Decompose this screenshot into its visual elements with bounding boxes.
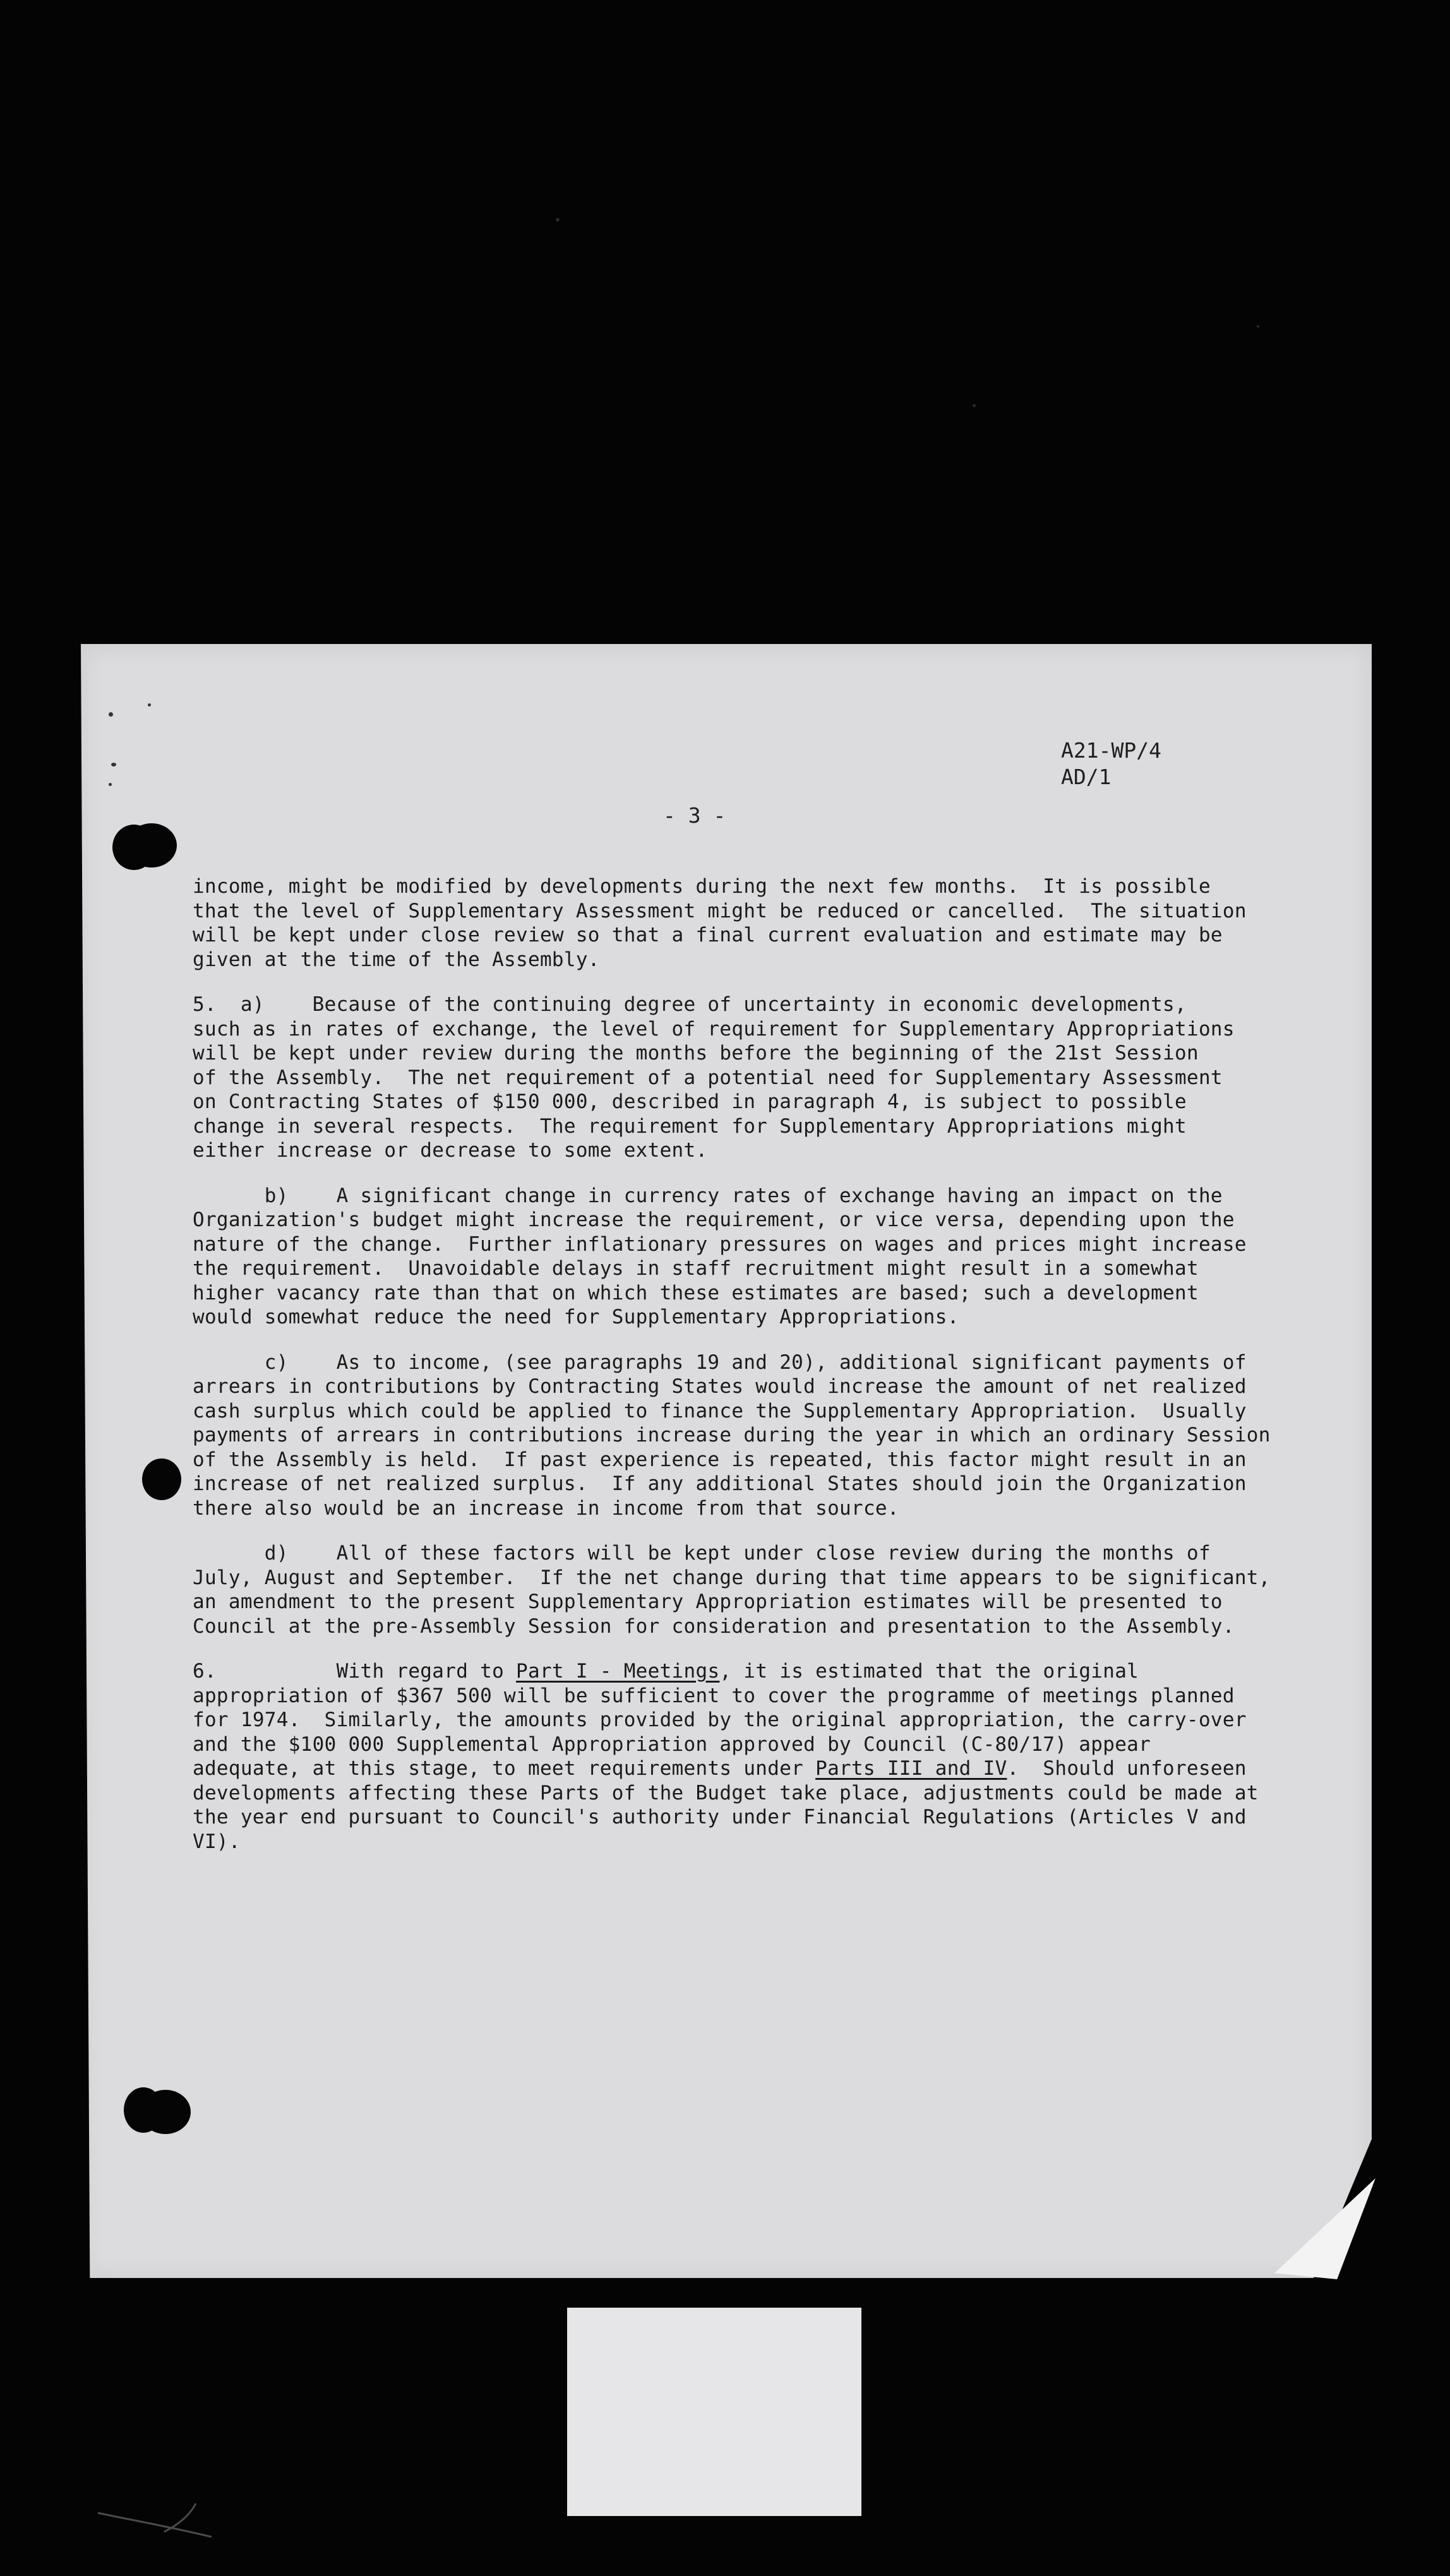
- text-line: b) A significant change in currency rates of exchange having an impact on the: [193, 1184, 1223, 1207]
- text-run: . Should unforeseen: [1007, 1757, 1247, 1780]
- page-speck: [148, 703, 151, 707]
- text-line: the year end pursuant to Council's authority under Financial Regulations (Articles V and: [193, 1806, 1247, 1828]
- film-speck: [973, 404, 976, 407]
- text-line: appropriation of $367 500 will be sufficient to cover the programme of meetings planned: [193, 1684, 1235, 1707]
- document-reference: [1061, 737, 1161, 790]
- text-line: d) All of these factors will be kept under close review during the months of: [193, 1542, 1211, 1565]
- text-line: that the level of Supplementary Assessment might be reduced or cancelled. The situation: [193, 899, 1247, 922]
- text-line: arrears in contributions by Contracting States would increase the amount of net realized: [193, 1375, 1247, 1398]
- text-line: 5. a) Because of the continuing degree of uncertainty in economic developments,: [193, 993, 1187, 1016]
- text-line: on Contracting States of $150 000, described in paragraph 4, is subject to possible: [193, 1090, 1187, 1113]
- text-line: such as in rates of exchange, the level of requirement for Supplementary Appropriations: [193, 1017, 1235, 1041]
- text-line: [193, 1756, 1310, 1781]
- text-line: [193, 1659, 1310, 1684]
- text-line: increase of net realized surplus. If any additional States should join the Organization: [193, 1472, 1247, 1495]
- paragraph-5c: [193, 1351, 1310, 1521]
- text-line: will be kept under review during the months before the beginning of the 21st Session: [193, 1042, 1199, 1064]
- text-line: income, might be modified by developments during the next few months. It is possible: [193, 875, 1211, 898]
- text-line: for 1974. Similarly, the amounts provided by the original appropriation, the carry-over: [193, 1708, 1247, 1731]
- page-speck: [109, 712, 113, 717]
- text-line: cash surplus which could be applied to finance the Supplementary Appropriation. Usually: [193, 1399, 1247, 1422]
- page-speck: [109, 783, 112, 786]
- text-run: , it is estimated that the original: [719, 1660, 1139, 1683]
- binder-punch-hole-bottom-shadow: [140, 2090, 191, 2134]
- text-line: July, August and September. If the net change during that time appears to be significant,: [193, 1566, 1271, 1589]
- page-number: - 3 -: [663, 803, 726, 828]
- reference-line: A21-WP/4: [1061, 738, 1161, 763]
- text-line: change in several respects. The requirement for Supplementary Appropriations might: [193, 1114, 1187, 1138]
- text-run: adequate, at this stage, to meet requirements under: [193, 1757, 816, 1780]
- text-line: given at the time of the Assembly.: [193, 948, 600, 971]
- text-line: payments of arrears in contributions increase during the year in which an ordinary Session: [193, 1424, 1271, 1446]
- paragraph-5a: [193, 993, 1310, 1163]
- film-speck: [1257, 325, 1259, 328]
- document-body: [193, 874, 1310, 1875]
- text-line: higher vacancy rate than that on which these estimates are based; such a development: [193, 1281, 1199, 1304]
- text-run: 6. With regard to: [193, 1660, 517, 1683]
- reference-line: AD/1: [1061, 765, 1111, 789]
- text-line: an amendment to the present Supplementary Appropriation estimates will be presented to: [193, 1590, 1223, 1613]
- microfilm-blank-card: [567, 2308, 861, 2516]
- text-line: of the Assembly. The net requirement of a potential need for Supplementary Assessment: [193, 1066, 1223, 1089]
- film-scratch-mark: [95, 2494, 221, 2544]
- paragraph-6: [193, 1659, 1310, 1854]
- text-line: and the $100 000 Supplemental Appropriation approved by Council (C-80/17) appear: [193, 1732, 1151, 1756]
- paragraph-5b: [193, 1184, 1310, 1330]
- film-speck: [556, 218, 560, 222]
- text-line: will be kept under close review so that a final current evaluation and estimate may be: [193, 924, 1223, 946]
- underlined-heading-part-i-meetings: Part I - Meetings: [516, 1660, 720, 1683]
- text-line: Organization's budget might increase the requirement, or vice versa, depending upon the: [193, 1208, 1235, 1231]
- binder-punch-hole-top-shadow: [126, 823, 177, 868]
- paragraph-income-continued: [193, 874, 1310, 972]
- text-line: there also would be an increase in income from that source.: [193, 1496, 899, 1520]
- text-line: developments affecting these Parts of the Budget take place, adjustments could be made at: [193, 1781, 1259, 1804]
- underlined-heading-parts-iii-iv: Parts III and IV: [815, 1757, 1007, 1780]
- text-line: either increase or decrease to some extent.: [193, 1139, 708, 1162]
- page-speck: [111, 763, 116, 766]
- text-line: Council at the pre-Assembly Session for consideration and presentation to the Assembly.: [193, 1614, 1235, 1638]
- text-line: of the Assembly is held. If past experience is repeated, this factor might result in an: [193, 1448, 1247, 1471]
- text-line: would somewhat reduce the need for Supplementary Appropriations.: [193, 1306, 959, 1328]
- binder-punch-hole-middle: [142, 1458, 181, 1500]
- text-line: nature of the change. Further inflationary pressures on wages and prices might increase: [193, 1232, 1247, 1256]
- text-line: VI).: [193, 1830, 241, 1853]
- text-line: c) As to income, (see paragraphs 19 and 20), additional significant payments of: [193, 1351, 1247, 1374]
- paragraph-5d: [193, 1541, 1310, 1638]
- text-line: the requirement. Unavoidable delays in staff recruitment might result in a somewhat: [193, 1257, 1199, 1280]
